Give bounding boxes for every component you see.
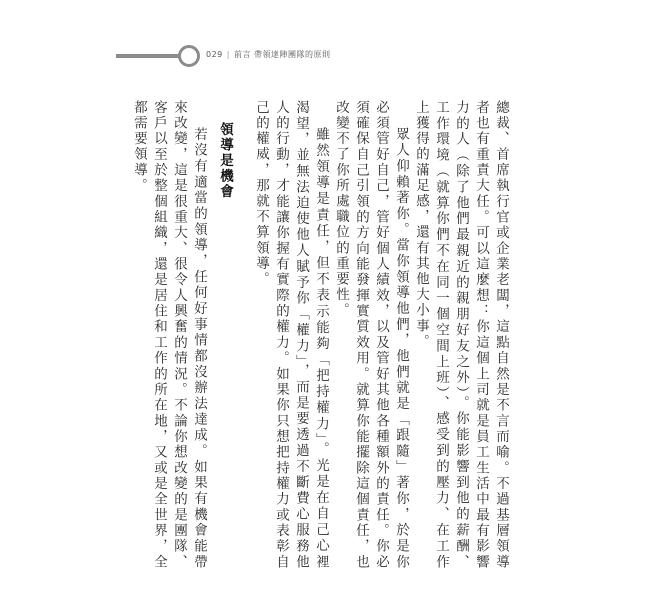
paragraph-2: 眾人仰賴著你。當你領導他們，他們就是「跟隨」著你，於是你必須管好自己，管好個人績效，以及管好其他各種額外的責任。你必須確保自己引領的方向能發揮實質效用。就算你能擺除這個責任，也改變不了你所處職位的重要性。 (333, 100, 409, 570)
header-title: 帶領達陣團隊的原則 (254, 50, 331, 59)
header-rule (116, 54, 180, 58)
header-circle-ornament (178, 45, 200, 67)
running-header (0, 42, 655, 70)
header-section: 前言 (233, 50, 251, 59)
paragraph-1: 總裁、首席執行官或企業老闆，這點自然是不言而喻。不過基層領導者也有重責大任。可以這麼想：你這個上司就是員工生活中最有影響力的人（除了他們最親近的親朋好友之外）。你能影響到他的薪酬、工作環境（就算你們不在同一個空間上班）、感受到的壓力、在工作上獲得的滿足感，還有其他大小事。 (413, 100, 509, 570)
header-text: 029 | 前言 帶領達陣團隊的原則 (206, 50, 331, 59)
section-heading: 領導是機會 (217, 122, 233, 200)
vertical-body-text (129, 100, 511, 570)
page-number: 029 (206, 50, 223, 59)
paragraph-4: 若沒有適當的領導，任何好事情都沒辦法達成。如果有機會能帶來改變，這是很重大、很令人興奮的情況。不論你想改變的是團隊、客戶以至於整個組織，還是居住和工作的所在地，又或是全世界，全都需要領導。 (131, 100, 207, 570)
paragraph-3: 雖然領導是責任，但不表示能夠「把持權力」。光是在自己心裡渴望，並無法迫使他人賦予你「權力」，而是要透過不斷費心服務他人的行動，才能讓你握有實際的權力。如果你只想把持權力或表彰自己的權威，那就不算領導。 (253, 100, 329, 570)
